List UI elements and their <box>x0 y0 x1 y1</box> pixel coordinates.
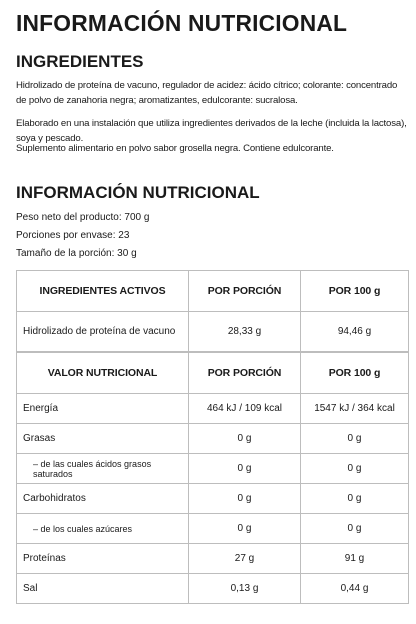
column-header: VALOR NUTRICIONAL <box>17 353 189 394</box>
row-name: Proteínas <box>17 544 189 574</box>
per-100g-value: 0 g <box>301 454 409 484</box>
row-name: Carbohidratos <box>17 484 189 514</box>
row-name: Sal <box>17 574 189 604</box>
table-row <box>17 394 409 424</box>
per-100g-value: 1547 kJ / 364 kcal <box>301 394 409 424</box>
per-100g-value: 94,46 g <box>301 312 409 352</box>
per-portion-value: 0 g <box>189 424 301 454</box>
per-100g-value: 0 g <box>301 424 409 454</box>
per-portion-value: 28,33 g <box>189 312 301 352</box>
portion-size: Tamaño de la porción: 30 g <box>16 248 137 259</box>
table-row <box>17 424 409 454</box>
column-header: POR 100 g <box>301 271 409 312</box>
table-row <box>17 514 409 544</box>
active-ingredients-table <box>16 270 409 352</box>
row-name: Grasas <box>17 424 189 454</box>
per-portion-value: 0,13 g <box>189 574 301 604</box>
row-name: – de los cuales azúcares <box>17 514 189 544</box>
table-row <box>17 574 409 604</box>
supplement-paragraph: Suplemento alimentario en polvo sabor grosella negra. Contiene edulcorante. <box>16 143 334 154</box>
nutrition-heading: INFORMACIÓN NUTRICIONAL <box>16 183 260 202</box>
table-row <box>17 544 409 574</box>
facility-paragraph: Elaborado en una instalación que utiliza ingredientes derivados de la leche (incluida la lactosa), soya y pescado. <box>16 118 407 144</box>
per-portion-value: 464 kJ / 109 kcal <box>189 394 301 424</box>
page-title: INFORMACIÓN NUTRICIONAL <box>16 10 348 36</box>
per-100g-value: 91 g <box>301 544 409 574</box>
nutrition-values-table <box>16 352 409 604</box>
net-weight: Peso neto del producto: 700 g <box>16 212 150 223</box>
per-portion-value: 0 g <box>189 514 301 544</box>
column-header: INGREDIENTES ACTIVOS <box>17 271 189 312</box>
per-portion-value: 0 g <box>189 454 301 484</box>
row-name: – de las cuales ácidos grasos saturados <box>17 454 189 484</box>
per-portion-value: 0 g <box>189 484 301 514</box>
per-100g-value: 0 g <box>301 484 409 514</box>
table-row <box>17 484 409 514</box>
column-header: POR 100 g <box>301 353 409 394</box>
ingredients-paragraph: Hidrolizado de proteína de vacuno, regulador de acidez: ácido cítrico; colorante: concentrado de polvo de zanahoria negra; aromatizantes, edulcorante: sucralosa. <box>16 80 398 106</box>
column-header: POR PORCIÓN <box>189 271 301 312</box>
per-100g-value: 0,44 g <box>301 574 409 604</box>
table-row <box>17 312 409 352</box>
ingredients-heading: INGREDIENTES <box>16 52 144 71</box>
portions-per-pack: Porciones por envase: 23 <box>16 230 130 241</box>
table-header-row <box>17 353 409 394</box>
table-header-row <box>17 271 409 312</box>
table-row <box>17 454 409 484</box>
per-portion-value: 27 g <box>189 544 301 574</box>
column-header: POR PORCIÓN <box>189 353 301 394</box>
row-name: Energía <box>17 394 189 424</box>
per-100g-value: 0 g <box>301 514 409 544</box>
row-name: Hidrolizado de proteína de vacuno <box>17 312 189 352</box>
